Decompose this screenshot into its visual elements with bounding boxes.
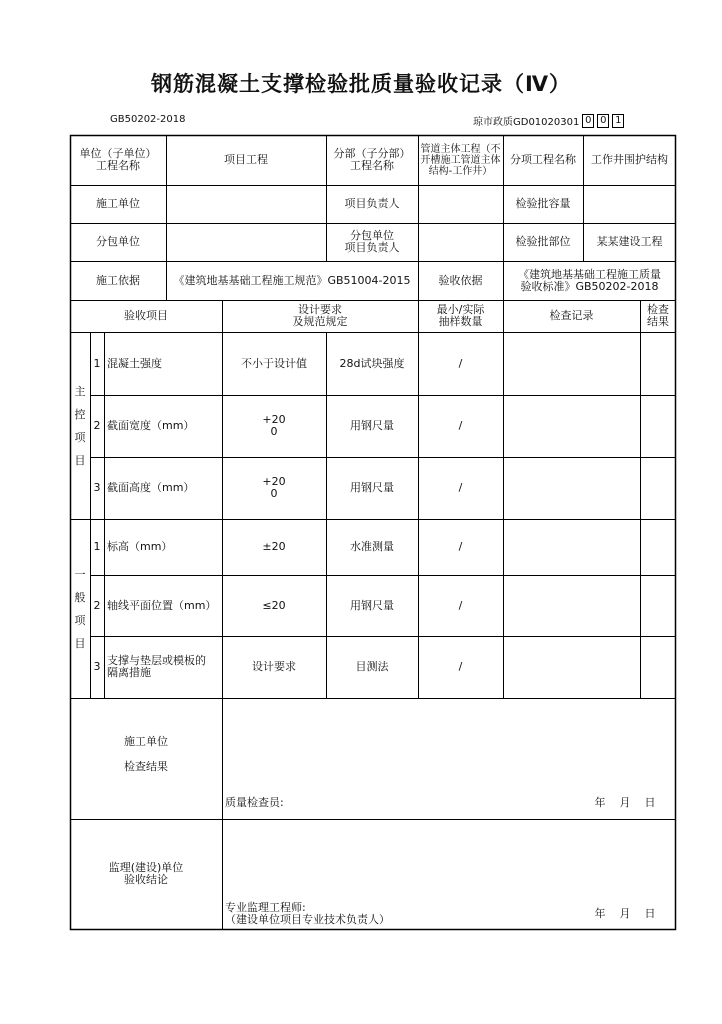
column-result: 检查 结果	[647, 303, 669, 328]
unit-name-value: 项目工程	[224, 153, 268, 166]
subcontractor-label: 分包单位	[96, 235, 140, 248]
contractor-check-result-label: 检查结果	[124, 760, 168, 773]
general-item-method: 目测法	[355, 660, 389, 673]
unit-name-label: 单位（子单位） 工程名称	[79, 147, 157, 172]
general-item-sample: /	[458, 540, 463, 553]
general-item-design: ±20	[262, 540, 286, 553]
main-item-design: +20 0	[262, 475, 286, 500]
supervisor-engineer-label: 专业监理工程师: （建设单位项目专业技术负责人）	[225, 901, 390, 926]
general-item-no: 3	[93, 660, 101, 673]
general-item-name: 标高（mm）	[107, 540, 173, 553]
supervisor-date: 年 月 日	[594, 907, 656, 920]
main-item-method: 用钢尺量	[350, 481, 394, 494]
main-item-name: 截面高度（mm）	[107, 481, 195, 494]
main-control-group-label: 主 控 项 目	[74, 384, 86, 467]
general-item-design: ≤20	[262, 598, 286, 612]
general-item-name: 支撑与垫层或模板的 隔离措施	[107, 654, 206, 679]
quality-inspector-label: 质量检查员:	[225, 796, 284, 809]
contractor-check-date: 年 月 日	[594, 796, 656, 809]
supervisor-conclusion-label: 监理(建设)单位 验收结论	[108, 861, 184, 886]
main-item-no: 2	[93, 419, 101, 432]
subitem-name-label: 分项工程名称	[510, 153, 576, 166]
record-code-prefix: 琼市政质GD01020301	[473, 117, 580, 128]
project-manager-value	[418, 185, 503, 223]
sub-pm-label: 分包单位 项目负责人	[344, 229, 400, 254]
general-group-label: 一 般 项 目	[74, 567, 86, 650]
acceptance-basis-value: 《建筑地基基础工程施工质量 验收标准》GB50202-2018	[518, 267, 661, 293]
main-item-design: +20 0	[262, 413, 286, 438]
main-item-sample: /	[458, 481, 463, 494]
contractor-label: 施工单位	[96, 197, 140, 210]
subcontractor-value	[166, 223, 326, 261]
contractor-check-label: 施工单位	[124, 735, 168, 748]
main-item-method: 28d试块强度	[339, 356, 405, 370]
subitem-name-value: 工作井围护结构	[591, 153, 668, 166]
construction-basis-label: 施工依据	[96, 273, 140, 287]
code-box: 1	[612, 114, 624, 128]
main-item-sample: /	[458, 419, 463, 432]
code-box: 0	[597, 114, 609, 128]
acceptance-basis-label: 验收依据	[438, 273, 483, 287]
sub-pm-value	[418, 223, 503, 261]
general-item-sample: /	[458, 598, 463, 612]
general-item-name: 轴线平面位置（mm）	[107, 598, 217, 612]
division-name-label: 分部（子分部） 工程名称	[333, 147, 411, 172]
column-sample: 最小/实际 抽样数量	[436, 303, 485, 328]
main-item-no: 1	[93, 356, 101, 370]
batch-location-value: 某某建设工程	[596, 235, 663, 248]
column-record: 检查记录	[549, 309, 594, 322]
batch-location-label: 检验批部位	[515, 235, 571, 248]
contractor-value	[166, 185, 326, 223]
general-item-no: 1	[93, 540, 101, 553]
construction-basis-value: 《建筑地基基础工程施工规范》GB51004-2015	[173, 273, 411, 287]
main-item-design: 不小于设计值	[241, 356, 307, 370]
batch-capacity-label: 检验批容量	[515, 197, 571, 210]
general-item-sample: /	[458, 660, 463, 673]
main-item-no: 3	[93, 481, 101, 494]
main-item-method: 用钢尺量	[350, 419, 394, 432]
batch-capacity-value	[583, 185, 676, 223]
project-manager-label: 项目负责人	[344, 197, 400, 210]
main-item-name: 混凝土强度	[107, 356, 162, 370]
division-name-value: 管道主体工程（不开槽施工管道主体结构-工作井）	[420, 143, 501, 177]
column-design: 设计要求 及规范规定	[292, 303, 348, 328]
page-title: 钢筋混凝土支撑检验批质量验收记录（Ⅳ）	[150, 72, 572, 96]
code-box: 0	[582, 114, 594, 128]
main-item-sample: /	[458, 356, 463, 370]
general-item-no: 2	[93, 598, 101, 612]
standard-code: GB50202-2018	[110, 114, 186, 125]
general-item-method: 用钢尺量	[350, 598, 394, 612]
general-item-design: 设计要求	[252, 660, 296, 673]
main-item-name: 截面宽度（mm）	[107, 419, 195, 432]
general-item-method: 水准测量	[350, 540, 394, 553]
column-item: 验收项目	[124, 309, 168, 322]
